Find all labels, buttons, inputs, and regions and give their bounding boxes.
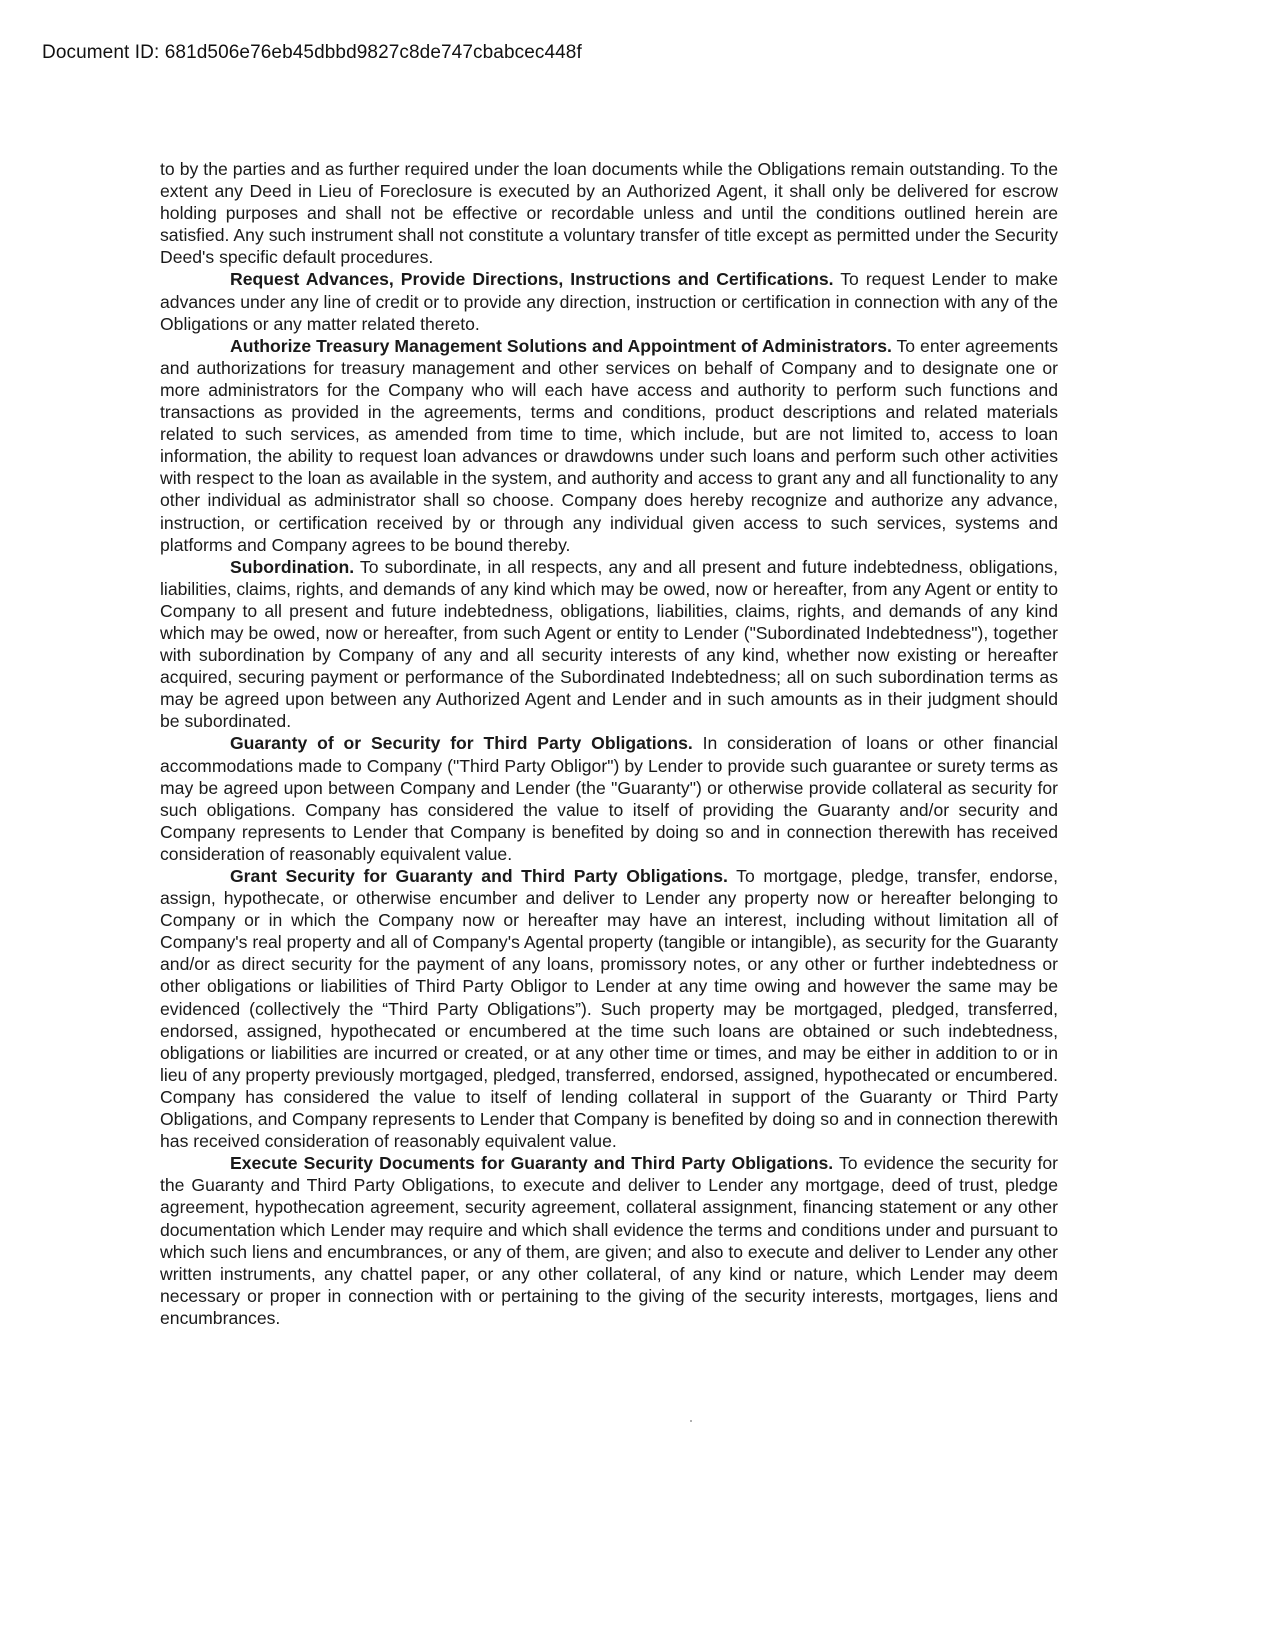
document-body	[160, 158, 1058, 1329]
section-heading: Execute Security Documents for Guaranty and Third Party Obligations.	[230, 1153, 834, 1174]
section-text: To request Lender to make advances under any line of credit or to provide any direction, instruction or certification in connection with any of the Obligations or any matter related thereto.	[160, 269, 1058, 334]
document-id: Document ID: 681d506e76eb45dbbd9827c8de747cbabcec448f	[42, 42, 582, 63]
section-heading: Guaranty of or Security for Third Party Obligations.	[230, 733, 693, 754]
section-heading: Grant Security for Guaranty and Third Party Obligations.	[230, 866, 728, 886]
intro-paragraph: to by the parties and as further required under the loan documents while the Obligations remain outstanding. To the extent any Deed in Lieu of Foreclosure is executed by an Authorized Agent, it shall only be delivered for escrow holding purposes and shall not be effective or recordable unless and until the conditions outlined herein are satisfied. Any such instrument shall not constitute a voluntary transfer of title except as permitted under the Security Deed's specific default procedures.	[160, 159, 1058, 268]
section-heading: Subordination.	[230, 556, 355, 577]
section-text: To subordinate, in all respects, any and all present and future indebtedness, obligations, liabilities, claims, rights, and demands of any kind which may be owed, now or hereafter, from any Agent or entity to Company to all present and future indebtedness, obligations, liabilities, claims, rights, and demands of any kind which may be owed, now or hereafter, from such Agent or entity to Lender ("Subordinated Indebtedness"), together with subordination by Company of any and all security interests of any kind, whether now existing or hereafter acquired, securing payment or performance of the Subordinated Indebtedness; all on such subordination terms as may be agreed upon between any Authorized Agent and Lender and in such amounts as in their judgment should be subordinated.	[160, 556, 1058, 732]
section-text: To enter agreements and authorizations for treasury management and other services on behalf of Company and to designate one or more administrators for the Company who will each have access and authority to perform such functions and transactions as provided in the agreements, terms and conditions, product descriptions and related materials related to such services, as amended from time to time, which include, but are not limited to, access to loan information, the ability to request loan advances or drawdowns under such loans and perform such other activities with respect to the loan as available in the system, and authority and access to grant any and all functionality to any other individual as administrator shall so choose. Company does hereby recognize and authorize any advance, instruction, or certification received by or through any individual given access to such services, systems and platforms and Company agrees to be bound thereby.	[160, 335, 1059, 555]
section-heading: Authorize Treasury Management Solutions and Appointment of Administrators.	[230, 335, 892, 356]
section-heading: Request Advances, Provide Directions, Instructions and Certifications.	[230, 269, 834, 290]
section-request-advances	[160, 268, 1058, 334]
section-subordination	[160, 556, 1058, 733]
section-text: To evidence the security for the Guaranty and Third Party Obligations, to execute and deliver to Lender any mortgage, deed of trust, pledge agreement, hypothecation agreement, security agreement, collateral assignment, financing statement or any other documentation which Lender may require and which shall evidence the terms and conditions under and pursuant to which such liens and encumbrances, or any of them, are given; and also to execute and deliver to Lender any other written instruments, any chattel paper, or any other collateral, of any kind or nature, which Lender may deem necessary or proper in connection with or pertaining to the giving of the security interests, mortgages, liens and encumbrances.	[160, 1153, 1058, 1328]
section-treasury-management	[160, 335, 1058, 556]
scan-speck	[690, 1420, 692, 1422]
section-execute-security-documents	[160, 1152, 1058, 1329]
section-text: In consideration of loans or other financial accommodations made to Company ("Third Party Obligor") by Lender to provide such guarantee or surety terms as may be agreed upon between Company and Lender (the "Guaranty") or otherwise provide collateral as security for such obligations. Company has considered the value to itself of providing the Guaranty and/or security and Company represents to Lender that Company is benefited by doing so and in connection therewith has received consideration of reasonably equivalent value.	[160, 733, 1058, 864]
section-grant-security	[160, 865, 1058, 1152]
section-text: To mortgage, pledge, transfer, endorse, assign, hypothecate, or otherwise encumber and deliver to Lender any property now or hereafter belonging to Company or in which the Company now or hereafter may have an interest, including without limitation all of Company's real property and all of Company's Agental property (tangible or intangible), as security for the Guaranty and/or as direct security for the payment of any loans, promissory notes, or any other or further indebtedness or other obligations or liabilities of Third Party Obligor to Lender at any time owing and however the same may be evidenced (collectively the “Third Party Obligations”). Such property may be mortgaged, pledged, transferred, endorsed, assigned, hypothecated or encumbered at the time such loans are obtained or such indebtedness, obligations or liabilities are incurred or created, or at any other time or times, and may be either in addition to or in lieu of any property previously mortgaged, pledged, transferred, endorsed, assigned, hypothecated or encumbered. Company has considered the value to itself of lending collateral in support of the Guaranty or Third Party Obligations, and Company represents to Lender that Company is benefited by doing so and in connection therewith has received consideration of reasonably equivalent value.	[160, 866, 1058, 1152]
section-guaranty-third-party	[160, 732, 1058, 865]
